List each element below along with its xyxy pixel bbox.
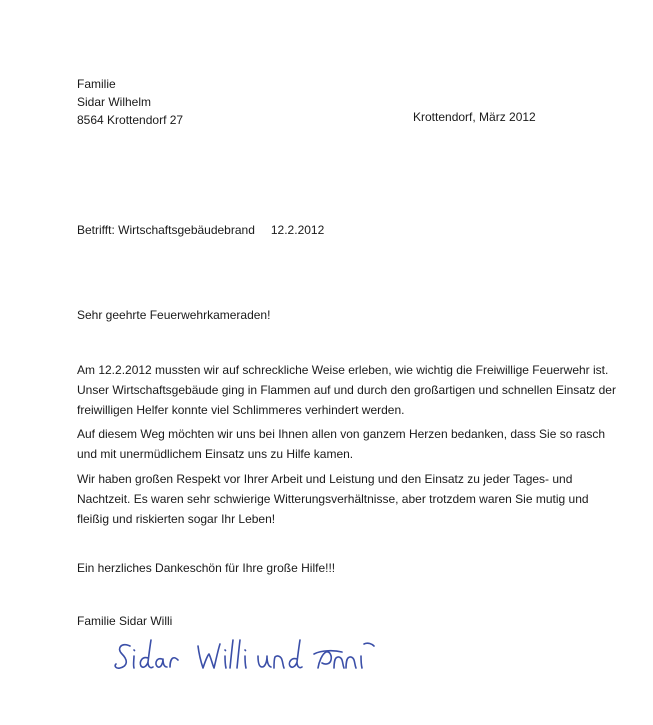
salutation: Sehr geehrte Feuerwehrkameraden!	[77, 308, 271, 322]
place-date: Krottendorf, März 2012	[413, 110, 536, 124]
handwritten-signature	[112, 632, 382, 682]
thanks-line: Ein herzliches Dankeschön für Ihre große Hilfe!!!	[77, 561, 336, 575]
signature-drawing	[112, 632, 382, 682]
sender-address	[77, 75, 183, 129]
paragraph-line: Wir haben großen Respekt vor Ihrer Arbeit und Leistung und den Einsatz zu jeder Tages- und	[77, 472, 573, 486]
closing-signature-name: Familie Sidar Willi	[77, 614, 173, 628]
paragraph-line: Nachtzeit. Es waren sehr schwierige Witterungsverhältnisse, aber trotzdem waren Sie mutig und	[77, 492, 589, 506]
paragraph-line: Unser Wirtschaftsgebäude ging in Flammen auf und durch den großartigen und schnellen Einsatz der	[77, 383, 616, 397]
sender-line-name: Sidar Wilhelm	[77, 95, 152, 109]
subject-date: 12.2.2012	[270, 223, 325, 237]
paragraph-line: Am 12.2.2012 mussten wir auf schreckliche Weise erleben, wie wichtig die Freiwillige Feuerwehr ist.	[77, 363, 609, 377]
paragraph-line: Auf diesem Weg möchten wir uns bei Ihnen allen von ganzem Herzen bedanken, dass Sie so rasch	[77, 427, 606, 441]
paragraph-2	[77, 424, 606, 464]
paragraph-line: und mit unermüdlichem Einsatz uns zu Hilfe kamen.	[77, 447, 354, 461]
subject-label: Betrifft: Wirtschaftsgebäudebrand	[77, 223, 255, 237]
subject-line	[77, 223, 324, 237]
paragraph-3	[77, 469, 597, 529]
paragraph-line: fleißig und riskierten sogar Ihr Leben!	[77, 512, 276, 526]
sender-line-address: 8564 Krottendorf 27	[77, 113, 184, 127]
paragraph-line: freiwilligen Helfer konnte viel Schlimmeres verhindert werden.	[77, 403, 405, 417]
paragraph-1	[77, 360, 616, 420]
sender-line-family: Familie	[77, 77, 116, 91]
